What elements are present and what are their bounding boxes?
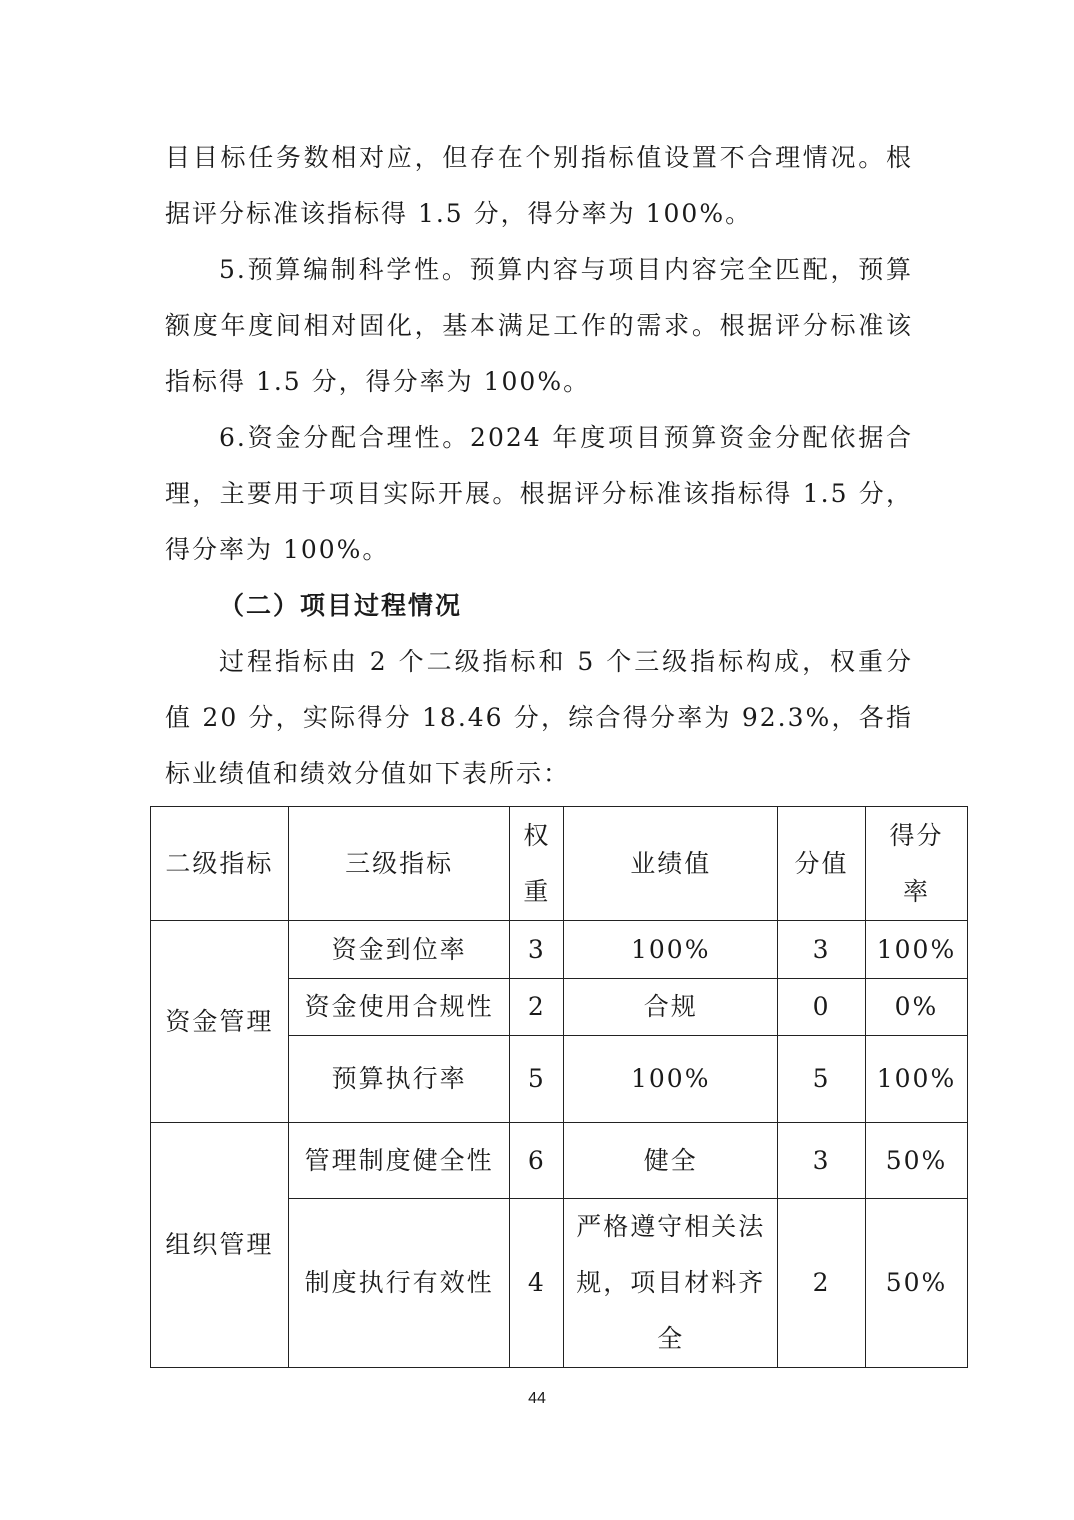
- group-cell: 组织管理: [151, 1123, 289, 1368]
- header-cell: 二级指标: [151, 807, 289, 921]
- cell: 100%: [564, 921, 778, 979]
- cell: 50%: [866, 1199, 968, 1368]
- cell: 管理制度健全性: [288, 1123, 510, 1199]
- header-cell: 三级指标: [288, 807, 510, 921]
- table-row: [151, 1123, 968, 1199]
- cell: 100%: [866, 1036, 968, 1123]
- group-cell: 资金管理: [151, 921, 289, 1123]
- table-header-row: [151, 807, 968, 921]
- process-indicator-table: [150, 806, 968, 1368]
- cell: 2: [778, 1199, 866, 1368]
- cell: 合规: [564, 979, 778, 1036]
- cell: 0: [778, 979, 866, 1036]
- header-cell: 权重: [510, 807, 564, 921]
- cell: 制度执行有效性: [288, 1199, 510, 1368]
- paragraph: 6.资金分配合理性。2024 年度项目预算资金分配依据合理，主要用于项目实际开展。根据评分标准该指标得 1.5 分，得分率为 100%。: [165, 423, 913, 564]
- header-cell: 得分率: [866, 807, 968, 921]
- header-cell: 业绩值: [564, 807, 778, 921]
- cell: 3: [510, 921, 564, 979]
- cell: 5: [778, 1036, 866, 1123]
- page-number: 44: [528, 1390, 546, 1407]
- cell: 100%: [564, 1036, 778, 1123]
- paragraph: 5.预算编制科学性。预算内容与项目内容完全匹配，预算额度年度间相对固化，基本满足工作的需求。根据评分标准该指标得 1.5 分，得分率为 100%。: [165, 255, 913, 396]
- body-text: [165, 130, 913, 802]
- cell: 预算执行率: [288, 1036, 510, 1123]
- header-cell: 分值: [778, 807, 866, 921]
- cell: 3: [778, 921, 866, 979]
- cell: 6: [510, 1123, 564, 1199]
- cell: 50%: [866, 1123, 968, 1199]
- cell: 2: [510, 979, 564, 1036]
- paragraph: 目目标任务数相对应，但存在个别指标值设置不合理情况。根据评分标准该指标得 1.5 分，得分率为 100%。: [165, 143, 913, 228]
- paragraph: 过程指标由 2 个二级指标和 5 个三级指标构成，权重分值 20 分，实际得分 18.46 分，综合得分率为 92.3%，各指标业绩值和绩效分值如下表所示：: [165, 647, 913, 788]
- table-row: [151, 921, 968, 979]
- cell: 4: [510, 1199, 564, 1368]
- cell: 严格遵守相关法规，项目材料齐全: [564, 1199, 778, 1368]
- cell: 3: [778, 1123, 866, 1199]
- cell: 100%: [866, 921, 968, 979]
- cell: 5: [510, 1036, 564, 1123]
- cell: 健全: [564, 1123, 778, 1199]
- cell: 资金到位率: [288, 921, 510, 979]
- cell: 0%: [866, 979, 968, 1036]
- section-heading: （二）项目过程情况: [219, 591, 463, 620]
- cell: 资金使用合规性: [288, 979, 510, 1036]
